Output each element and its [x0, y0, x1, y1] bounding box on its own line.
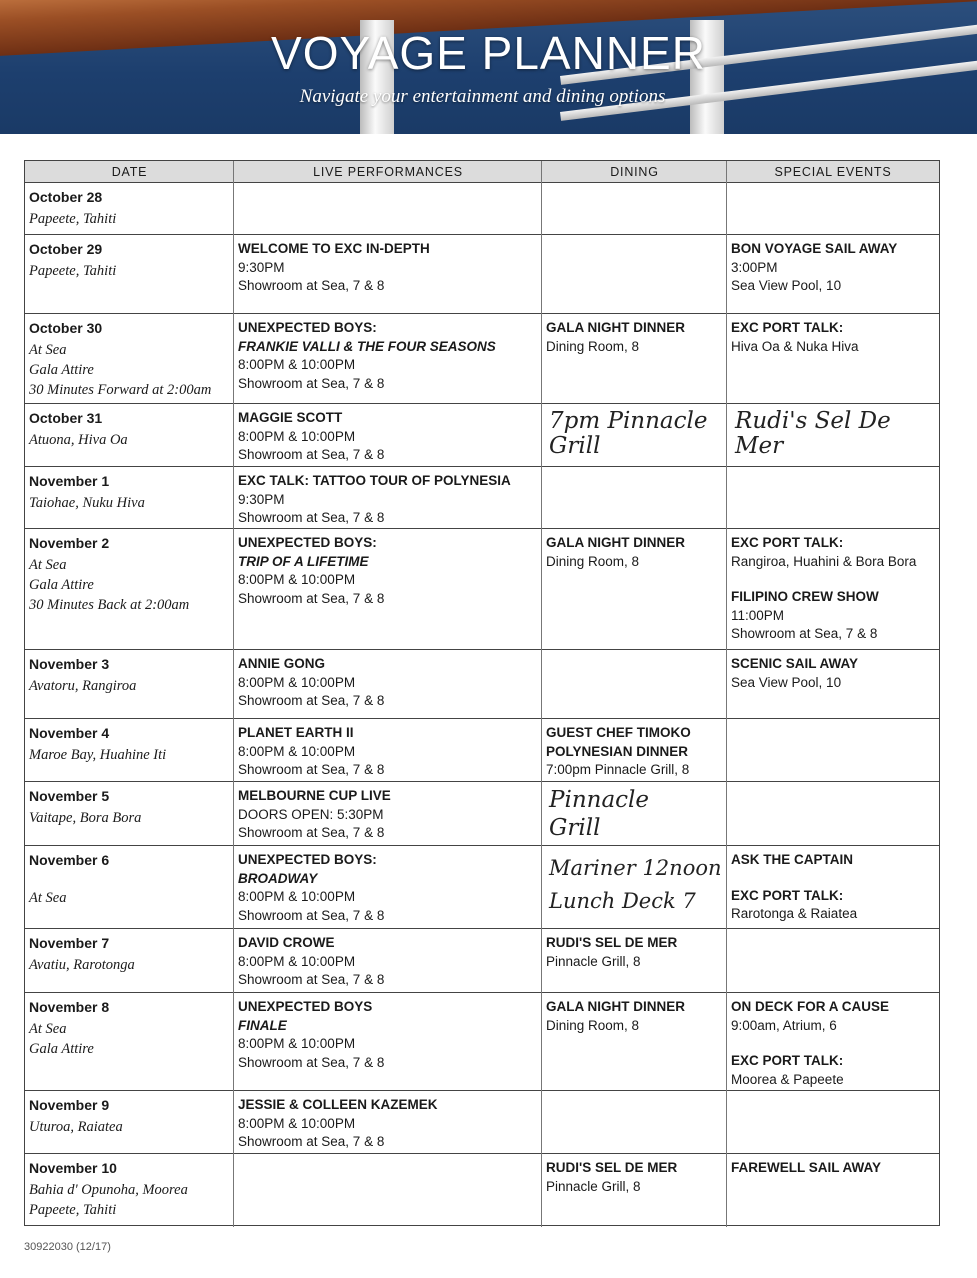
show-time: DOORS OPEN: 5:30PM [238, 806, 384, 822]
event-title: FILIPINO CREW SHOW [731, 589, 879, 604]
show-title: MAGGIE SCOTT [238, 410, 343, 425]
page-subtitle: Navigate your entertainment and dining options [299, 86, 666, 107]
dining-title: RUDI'S SEL DE MER [546, 935, 678, 950]
location: Maroe Bay, Huahine Iti [29, 746, 167, 763]
table-row [25, 846, 939, 929]
show-subtitle: TRIP OF A LIFETIME [238, 553, 369, 569]
show-venue: Showroom at Sea, 7 & 8 [238, 447, 385, 462]
dining-venue: Pinnacle Grill, 8 [546, 1178, 641, 1194]
show-title: UNEXPECTED BOYS: [238, 320, 377, 335]
date-cell [25, 1154, 234, 1220]
event-venue: Sea View Pool, 10 [731, 278, 842, 293]
show-title: UNEXPECTED BOYS [238, 999, 373, 1014]
show-time: 8:00PM & 10:00PM [238, 572, 356, 587]
show-title: WELCOME TO EXC IN-DEPTH [238, 241, 430, 256]
dining-title: GALA NIGHT DINNER [546, 320, 685, 335]
event-title: EXC PORT TALK: [731, 887, 844, 903]
handwritten-note: 7pm Pinnacle Grill [549, 408, 708, 459]
location: Uturoa, Raiatea [29, 1118, 123, 1135]
date-cell [25, 183, 234, 229]
live-cell [234, 314, 542, 393]
location: At Sea [29, 889, 67, 906]
show-venue: Showroom at Sea, 7 & 8 [238, 972, 385, 987]
table-row [25, 993, 939, 1091]
table-row [25, 529, 939, 650]
date-label: November 2 [29, 535, 110, 551]
show-title: UNEXPECTED BOYS: [238, 852, 377, 867]
event-venue: Showroom at Sea, 7 & 8 [731, 626, 878, 641]
spacer [731, 870, 935, 887]
live-cell [234, 719, 542, 780]
show-venue: Showroom at Sea, 7 & 8 [238, 375, 385, 391]
show-venue: Showroom at Sea, 7 & 8 [238, 825, 385, 840]
date-cell [25, 404, 234, 450]
column-divider [541, 161, 542, 1227]
voyage-table [24, 160, 940, 1226]
location: Papeete, Tahiti [29, 1201, 117, 1218]
table-row [25, 467, 939, 529]
handwritten-note: Rudi's Sel De Mer [735, 408, 891, 459]
event-time: 3:00PM [731, 259, 778, 275]
date-cell [25, 846, 234, 908]
location: Vaitape, Bora Bora [29, 809, 142, 826]
show-subtitle: BROADWAY [238, 870, 318, 886]
location: Avatoru, Rangiroa [29, 677, 137, 694]
date-label: November 9 [29, 1097, 110, 1113]
show-venue: Showroom at Sea, 7 & 8 [238, 762, 385, 777]
show-time: 8:00PM & 10:00PM [238, 428, 356, 444]
date-cell [25, 529, 234, 615]
table-row [25, 650, 939, 719]
show-title: MELBOURNE CUP LIVE [238, 788, 391, 803]
table-row [25, 235, 939, 314]
column-header-special: SPECIAL EVENTS [727, 161, 939, 183]
show-venue: Showroom at Sea, 7 & 8 [238, 510, 385, 525]
show-subtitle: FRANKIE VALLI & THE FOUR SEASONS [238, 338, 496, 354]
special-cell [727, 1154, 939, 1178]
dining-cell [542, 1154, 727, 1196]
spacer [731, 1035, 935, 1052]
spacer [731, 571, 935, 588]
event-title: FAREWELL SAIL AWAY [731, 1160, 882, 1175]
special-cell [727, 314, 939, 356]
table-row [25, 782, 939, 846]
handwritten-note: Pinnacle Grill [549, 787, 650, 841]
special-cell [727, 846, 939, 924]
live-cell [234, 782, 542, 843]
header-banner [0, 0, 977, 134]
show-venue: Showroom at Sea, 7 & 8 [238, 693, 385, 708]
show-title: ANNIE GONG [238, 656, 326, 671]
event-title: EXC PORT TALK: [731, 1053, 844, 1068]
table-row [25, 183, 939, 235]
event-title: SCENIC SAIL AWAY [731, 656, 859, 671]
show-venue: Showroom at Sea, 7 & 8 [238, 1054, 385, 1070]
event-detail: Hiva Oa & Nuka Hiva [731, 338, 859, 354]
dining-cell [542, 993, 727, 1035]
date-cell [25, 993, 234, 1059]
dining-venue: Dining Room, 8 [546, 338, 640, 354]
event-title: EXC PORT TALK: [731, 535, 844, 550]
special-cell [727, 235, 939, 296]
event-time: 11:00PM [731, 607, 785, 623]
location: Taiohae, Nuku Hiva [29, 494, 145, 511]
location: At Sea [29, 341, 67, 358]
show-time: 9:30PM [238, 491, 285, 507]
page-title: VOYAGE PLANNER [271, 27, 706, 79]
event-title: ASK THE CAPTAIN [731, 852, 854, 867]
live-cell [234, 467, 554, 528]
dining-subtitle: POLYNESIAN DINNER [546, 743, 689, 759]
dining-cell [542, 529, 727, 571]
form-code: 30922030 (12/17) [24, 1241, 111, 1253]
show-title: UNEXPECTED BOYS: [238, 535, 377, 550]
show-title: JESSIE & COLLEEN KAZEMEK [238, 1097, 438, 1112]
date-label: October 29 [29, 241, 103, 257]
date-label: November 3 [29, 656, 110, 672]
date-cell [25, 235, 234, 281]
date-cell [25, 650, 234, 696]
attire-note: Gala Attire [29, 361, 94, 378]
show-venue: Showroom at Sea, 7 & 8 [238, 907, 385, 923]
dining-title: GALA NIGHT DINNER [546, 999, 685, 1014]
special-cell [727, 993, 939, 1089]
dining-cell [542, 719, 727, 780]
location: Atuona, Hiva Oa [29, 431, 128, 448]
location: At Sea [29, 556, 67, 573]
location: Bahia d' Opunoha, Moorea [29, 1181, 188, 1198]
column-divider [726, 161, 727, 1227]
table-row [25, 1091, 939, 1154]
event-venue: Sea View Pool, 10 [731, 674, 842, 690]
dining-cell [542, 929, 727, 971]
date-cell [25, 929, 234, 975]
location: Avatiu, Rarotonga [29, 956, 135, 973]
dining-title: GALA NIGHT DINNER [546, 535, 685, 550]
show-time: 8:00PM & 10:00PM [238, 1115, 356, 1131]
date-label: October 30 [29, 320, 103, 336]
date-label: November 8 [29, 999, 110, 1015]
show-venue: Showroom at Sea, 7 & 8 [238, 1134, 385, 1149]
show-subtitle: FINALE [238, 1017, 287, 1033]
date-cell [25, 1091, 234, 1137]
location: Papeete, Tahiti [29, 262, 117, 279]
dining-title: GUEST CHEF TIMOKO [546, 725, 691, 740]
date-cell [25, 719, 234, 765]
date-label: November 1 [29, 473, 110, 489]
show-venue: Showroom at Sea, 7 & 8 [238, 278, 385, 293]
date-label: November 5 [29, 788, 110, 804]
live-cell [234, 235, 542, 296]
event-title: BON VOYAGE SAIL AWAY [731, 241, 898, 256]
table-row [25, 314, 939, 404]
date-cell [25, 782, 234, 828]
date-cell [25, 467, 234, 513]
column-header-dining: DINING [542, 161, 727, 183]
live-cell [234, 650, 542, 711]
column-header-date: DATE [25, 161, 234, 183]
dining-title: RUDI'S SEL DE MER [546, 1160, 678, 1175]
special-cell [727, 529, 939, 644]
date-label: November 10 [29, 1160, 117, 1176]
location: At Sea [29, 1020, 67, 1037]
dining-venue: Pinnacle Grill, 8 [546, 953, 641, 969]
dining-venue: Dining Room, 8 [546, 1017, 640, 1033]
event-detail: 9:00am, Atrium, 6 [731, 1017, 837, 1033]
handwritten-note: Mariner 12noon Lunch Deck 7 [549, 856, 722, 913]
date-label: October 28 [29, 189, 103, 205]
column-divider [233, 161, 234, 1227]
table-row [25, 929, 939, 993]
live-cell [234, 846, 542, 925]
event-title: EXC PORT TALK: [731, 320, 844, 335]
show-time: 8:00PM & 10:00PM [238, 743, 356, 759]
date-cell [25, 314, 234, 400]
date-label: October 31 [29, 410, 103, 426]
event-detail: Moorea & Papeete [731, 1071, 844, 1087]
location: Papeete, Tahiti [29, 210, 117, 227]
table-row [25, 1154, 939, 1225]
show-time: 8:00PM & 10:00PM [238, 889, 356, 904]
date-label: November 7 [29, 935, 110, 951]
event-detail: Rarotonga & Raiatea [731, 906, 858, 921]
show-title: EXC TALK: TATTOO TOUR OF POLYNESIA [238, 473, 511, 488]
event-title: ON DECK FOR A CAUSE [731, 999, 890, 1014]
clock-note: 30 Minutes Forward at 2:00am [29, 381, 212, 398]
clock-note: 30 Minutes Back at 2:00am [29, 596, 190, 613]
table-row [25, 404, 939, 467]
dining-venue: 7:00pm Pinnacle Grill, 8 [546, 762, 690, 777]
show-time: 8:00PM & 10:00PM [238, 953, 356, 969]
special-cell [727, 650, 939, 692]
dining-cell [542, 314, 727, 356]
show-time: 8:00PM & 10:00PM [238, 674, 356, 690]
live-cell [234, 993, 542, 1072]
live-cell [234, 404, 542, 465]
live-cell [234, 929, 542, 990]
table-row [25, 719, 939, 782]
date-label: November 4 [29, 725, 110, 741]
event-detail: Rangiroa, Huahini & Bora Bora [731, 553, 917, 569]
live-cell [234, 529, 542, 608]
dining-venue: Dining Room, 8 [546, 553, 640, 569]
show-title: DAVID CROWE [238, 935, 335, 950]
column-header-live: LIVE PERFORMANCES [234, 161, 542, 183]
live-cell [234, 1091, 542, 1152]
show-time: 8:00PM & 10:00PM [238, 1036, 356, 1051]
show-time: 9:30PM [238, 259, 285, 275]
attire-note: Gala Attire [29, 576, 94, 593]
show-time: 8:00PM & 10:00PM [238, 357, 356, 372]
date-label: November 6 [29, 852, 110, 868]
show-title: PLANET EARTH II [238, 725, 354, 740]
attire-note: Gala Attire [29, 1040, 94, 1057]
show-venue: Showroom at Sea, 7 & 8 [238, 590, 385, 606]
